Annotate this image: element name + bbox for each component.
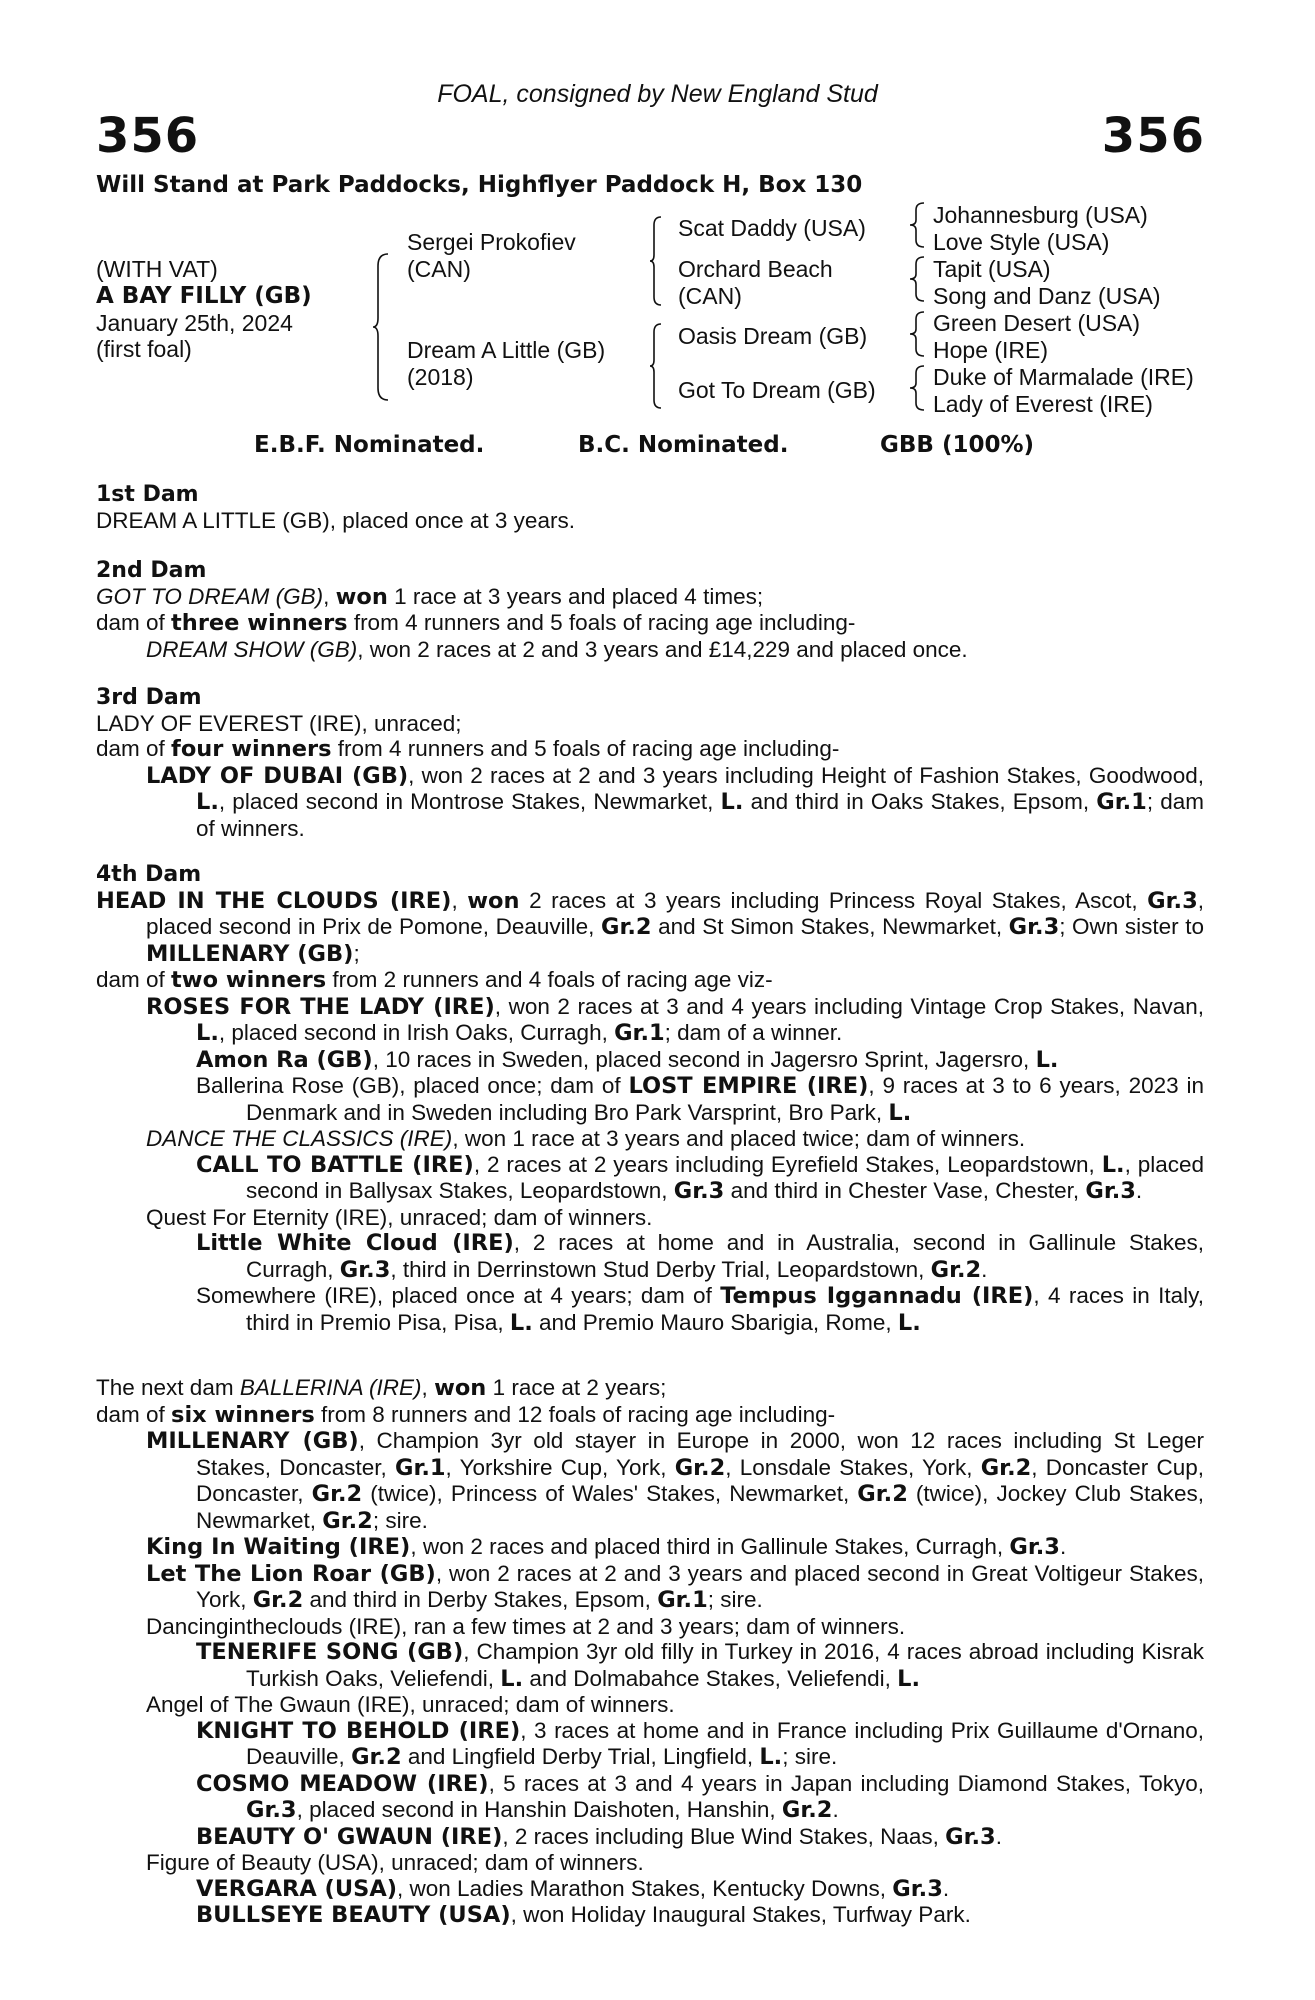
third-dam-section — [96, 685, 1204, 841]
progeny-somewhere: Somewhere (IRE), placed once at 4 years; dam of Tempus Iggannadu (IRE), 4 races in Italy, third in Premio Pisa, Pisa, L. and Premio Mauro Sbarigia, Rome, L. — [196, 1283, 1204, 1336]
brace-sd — [907, 254, 927, 304]
first-dam-heading: 1st Dam — [96, 482, 199, 507]
progeny-millenary: MILLENARY (GB), Champion 3yr old stayer in Europe in 2000, won 12 races including St Leger Stakes, Doncaster, Gr.1, Yorkshire Cup, York, Gr.2, Lonsdale Stakes, York, Gr.2, Doncaster Cup, Doncaster, Gr.2 (twice), Princess of Wales' Stakes, Newmarket, Gr.2 (twice), Jockey Club Stakes, Newmarket, Gr.2; sire. — [146, 1428, 1204, 1534]
progeny-bullseye-beauty: BULLSEYE BEAUTY (USA), won Holiday Inaugural Stakes, Turfway Park. — [196, 1902, 971, 1928]
progeny-little-white-cloud: Little White Cloud (IRE), 2 races at home and in Australia, second in Gallinule Stakes, Curragh, Gr.3, third in Derrinstown Stud Derby Trial, Leopardstown, Gr.2. — [196, 1230, 1205, 1283]
progeny-knight-to-behold: KNIGHT TO BEHOLD (IRE), 3 races at home and in France including Prix Guillaume d'Ornano, Deauville, Gr.2 and Lingfield Derby Trial, Lingfield, L.; sire. — [196, 1717, 1204, 1770]
dam-dam: Got To Dream (GB) — [678, 377, 876, 403]
sire-sire: Scat Daddy (USA) — [678, 215, 866, 241]
foaling-date: January 25th, 2024 — [96, 310, 293, 336]
pedigree-brace-lot — [372, 252, 392, 402]
fourth-dam-line: HEAD IN THE CLOUDS (IRE), won 2 races at 3 years including Princess Royal Stakes, Ascot, Gr.3, placed second in Prix de Pomone, Deauville, Gr.2 and St Simon Stakes, Newmarket, Gr.3; Own sister to MILLENARY (GB); — [96, 887, 1204, 967]
fourth-dam-produce: dam of two winners from 2 runners and 4 foals of racing age viz- — [96, 967, 773, 993]
first-dam-section — [96, 482, 1204, 533]
sire-name: Sergei Prokofiev — [407, 229, 576, 255]
sdd: Song and Danz (USA) — [933, 283, 1161, 309]
pedigree-brace-sire — [648, 215, 664, 307]
won-label: won — [335, 583, 388, 610]
dsd: Hope (IRE) — [933, 337, 1049, 363]
progeny-dancingintheclouds: Dancingintheclouds (IRE), ran a few times at 2 and 3 years; dam of winners. — [146, 1613, 906, 1639]
progeny-king-in-waiting: King In Waiting (IRE), won 2 races and placed third in Gallinule Stakes, Curragh, Gr.3. — [146, 1534, 1067, 1560]
dss: Green Desert (USA) — [933, 310, 1141, 336]
sire-dam-name: Orchard Beach — [678, 256, 833, 282]
sire-country: (CAN) — [407, 256, 471, 282]
brace-ss — [907, 200, 927, 250]
bc-nomination: B.C. Nominated. — [578, 432, 789, 458]
progeny-lady-of-dubai: LADY OF DUBAI (GB), won 2 races at 2 and 3 years including Height of Fashion Stakes, Goodwood, L., placed second in Montrose Stakes, Newmarket, L. and third in Oaks Stakes, Epsom, Gr.1; dam of winners. — [146, 762, 1204, 841]
third-dam-produce: dam of four winners from 4 runners and 5 foals of racing age including- — [96, 736, 840, 762]
third-dam-heading: 3rd Dam — [96, 685, 202, 710]
first-foal-note: (first foal) — [96, 336, 192, 362]
dds: Duke of Marmalade (IRE) — [933, 364, 1194, 390]
standing-location: Will Stand at Park Paddocks, Highflyer Paddock H, Box 130 — [96, 172, 863, 198]
pedigree-brace-dam — [648, 322, 664, 410]
progeny-quest-for-eternity: Quest For Eternity (IRE), unraced; dam of winners. — [146, 1204, 653, 1230]
progeny-cosmo-meadow: COSMO MEADOW (IRE), 5 races at 3 and 4 years in Japan including Diamond Stakes, Tokyo, Gr.3, placed second in Hanshin Daishoten, Hanshin, Gr.2. — [196, 1770, 1204, 1823]
ebf-nomination: E.B.F. Nominated. — [254, 432, 485, 458]
sds: Tapit (USA) — [933, 256, 1051, 282]
dam-name: Dream A Little (GB) — [407, 337, 606, 363]
ddd: Lady of Everest (IRE) — [933, 391, 1153, 417]
next-dam-produce: dam of six winners from 8 runners and 12 foals of racing age including- — [96, 1401, 836, 1428]
sss: Johannesburg (USA) — [933, 202, 1148, 228]
sire-dam-country: (CAN) — [678, 283, 742, 309]
next-dam-section — [96, 1375, 1204, 1929]
progeny-roses-for-the-lady: ROSES FOR THE LADY (IRE), won 2 races at 3 and 4 years including Vintage Crop Stakes, Navan, L., placed second in Irish Oaks, Curragh, Gr.1; dam of a winner. — [146, 993, 1205, 1046]
progeny-dream-show: DREAM SHOW (GB), won 2 races at 2 and 3 years and £14,229 and placed once. — [146, 636, 968, 662]
progeny-let-the-lion-roar: Let The Lion Roar (GB), won 2 races at 2 and 3 years and placed second in Great Voltigeur Stakes, York, Gr.2 and third in Derby Stakes, Epsom, Gr.1; sire. — [146, 1560, 1204, 1613]
lot-number-right: 356 — [1101, 108, 1205, 164]
ssd: Love Style (USA) — [933, 229, 1110, 255]
progeny-vergara: VERGARA (USA), won Ladies Marathon Stakes, Kentucky Downs, Gr.3. — [196, 1875, 950, 1902]
next-dam-line: The next dam BALLERINA (IRE), won 1 race at 2 years; — [96, 1375, 667, 1401]
fourth-dam-heading: 4th Dam — [96, 862, 202, 887]
second-dam-section — [96, 558, 1204, 662]
second-dam-heading: 2nd Dam — [96, 558, 207, 583]
progeny-tenerife-song: TENERIFE SONG (GB), Champion 3yr old filly in Turkey in 2016, 4 races abroad including Kisrak Turkish Oaks, Veliefendi, L. and Dolmabahce Stakes, Veliefendi, L. — [196, 1639, 1204, 1692]
progeny-ballerina-rose: Ballerina Rose (GB), placed once; dam of LOST EMPIRE (IRE), 9 races at 3 to 6 years, 2023 in Denmark and in Sweden including Bro Park Varsprint, Bro Park, L. — [196, 1073, 1204, 1126]
lot-name: A BAY FILLY (GB) — [96, 283, 312, 309]
progeny-figure-of-beauty: Figure of Beauty (USA), unraced; dam of winners. — [146, 1850, 644, 1875]
vat-note: (WITH VAT) — [96, 256, 218, 282]
progeny-dance-the-classics: DANCE THE CLASSICS (IRE), won 1 race at 3 years and placed twice; dam of winners. — [146, 1126, 1026, 1151]
brace-dd — [907, 363, 927, 413]
fourth-dam-section — [96, 862, 1204, 1336]
progeny-amon-ra: Amon Ra (GB), 10 races in Sweden, placed second in Jagersro Sprint, Jagersro, L. — [196, 1046, 1059, 1073]
gbb-rating: GBB (100%) — [880, 432, 1035, 458]
brace-ds — [907, 309, 927, 359]
consignor-line: FOAL, consigned by New England Stud — [437, 80, 878, 108]
progeny-beauty-o-gwaun: BEAUTY O' GWAUN (IRE), 2 races including Blue Wind Stakes, Naas, Gr.3. — [196, 1823, 1002, 1850]
progeny-call-to-battle: CALL TO BATTLE (IRE), 2 races at 2 years including Eyrefield Stakes, Leopardstown, L., placed second in Ballysax Stakes, Leopardstown, Gr.3 and third in Chester Vase, Chester, Gr.3. — [196, 1151, 1205, 1204]
progeny-angel-of-the-gwaun: Angel of The Gwaun (IRE), unraced; dam of winners. — [146, 1692, 675, 1717]
third-dam-line: LADY OF EVEREST (IRE), unraced; — [96, 710, 462, 736]
second-dam-produce: dam of three winners from 4 runners and 5 foals of racing age including- — [96, 610, 856, 636]
lot-number-left: 356 — [96, 108, 200, 164]
dam-sire: Oasis Dream (GB) — [678, 323, 868, 349]
first-dam-text: DREAM A LITTLE (GB), placed once at 3 years. — [96, 507, 575, 533]
second-dam-name: GOT TO DREAM (GB) — [96, 583, 324, 609]
second-dam-line: GOT TO DREAM (GB), won 1 race at 3 years and placed 4 times; — [96, 583, 764, 610]
dam-year: (2018) — [407, 364, 474, 390]
